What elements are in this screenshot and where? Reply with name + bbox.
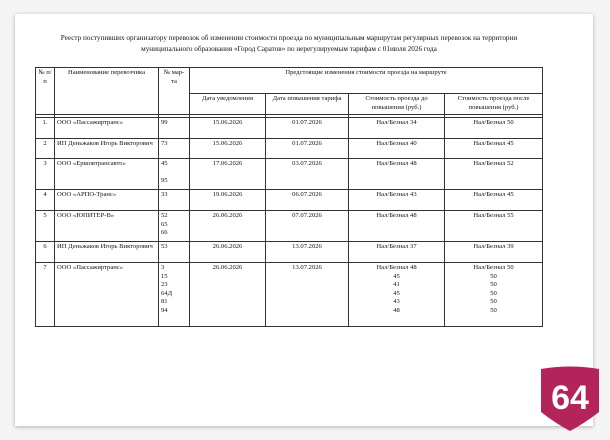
cell-num: 6: [36, 242, 55, 263]
cell-routes-line: 23: [161, 281, 168, 289]
cell-routes-line: [161, 169, 187, 178]
cell-cost-after-line: 50: [490, 281, 497, 289]
cell-carrier: ООО «АРПО-Транс»: [55, 190, 159, 211]
table-row: [36, 139, 543, 159]
cell-cost-after-line: Нал/Безнал 50: [473, 119, 514, 126]
cell-routes: [159, 118, 190, 139]
header-route: № мар-та: [159, 68, 190, 115]
cell-routes: [159, 190, 190, 211]
cell-routes-line: 66: [161, 229, 168, 237]
header-notice-date: Дата уведомления: [190, 94, 266, 115]
cell-notice-date: 26.06.2026: [190, 242, 266, 263]
cell-cost-after-line: 50: [490, 306, 497, 314]
cell-carrier: ООО «ЮПИТЕР-В»: [55, 211, 159, 242]
cell-notice-date: 17.06.2026: [190, 159, 266, 190]
table-row: [36, 190, 543, 211]
cell-routes: [159, 211, 190, 242]
cell-cost-before: [349, 190, 445, 211]
cell-carrier: ООО «Пассажиртранс»: [55, 263, 159, 327]
table-body: [36, 118, 543, 327]
cell-notice-date: 26.06.2026: [190, 263, 266, 327]
cell-carrier: ООО «Пассажиртранс»: [55, 118, 159, 139]
cell-cost-before-line: Нал/Безнал 48: [376, 212, 417, 219]
cell-num: 7: [36, 263, 55, 327]
cell-cost-before: [349, 263, 445, 327]
cell-notice-date: 26.06.2026: [190, 211, 266, 242]
cell-cost-before-line: 45: [393, 272, 400, 280]
cell-notice-date: 15.06.2026: [190, 118, 266, 139]
cell-cost-after: [445, 118, 543, 139]
cell-routes-line: 95: [161, 177, 168, 185]
cell-routes: [159, 139, 190, 159]
cell-routes-line: 15: [161, 272, 168, 280]
cell-routes: [159, 242, 190, 263]
cell-cost-before: [349, 118, 445, 139]
cell-cost-after: [445, 242, 543, 263]
cell-cost-after-line: 50: [490, 272, 497, 280]
badge-text: 64: [551, 379, 589, 417]
cell-cost-after: [445, 159, 543, 190]
cell-cost-before-line: Нал/Безнал 48: [376, 160, 417, 167]
table-row: [36, 211, 543, 242]
cell-num: 4: [36, 190, 55, 211]
cell-raise-date: 01.07.2026: [266, 139, 349, 159]
cell-routes-line: 45: [161, 160, 168, 167]
cell-routes-line: 64Д: [161, 289, 173, 297]
cell-cost-before: [349, 211, 445, 242]
cell-routes-line: 99: [161, 119, 168, 126]
cell-raise-date: 07.07.2026: [266, 211, 349, 242]
document-title: [20, 33, 558, 54]
cell-cost-after: [445, 211, 543, 242]
shield-badge-icon: [539, 366, 601, 432]
table-row: [36, 159, 543, 190]
title-line-1: Реестр поступивших организатору перевозок об изменении стоимости проезда по муниципальным маршрутам регулярных перевозок на территории: [60, 34, 518, 42]
cell-cost-after-line: Нал/Безнал 50: [473, 264, 514, 271]
cell-routes-line: 65: [161, 220, 168, 228]
cell-routes-line: 52: [161, 212, 168, 219]
cell-cost-after: [445, 263, 543, 327]
cell-cost-after-line: 50: [490, 289, 497, 297]
cell-cost-before-line: 48: [393, 306, 400, 314]
table-row: [36, 263, 543, 327]
cell-cost-before-line: Нал/Безнал 43: [376, 191, 417, 198]
region-64-logo: [539, 366, 601, 432]
cell-routes-line: 81: [161, 298, 168, 306]
cell-carrier: ООО «Ершовтрансавто»: [55, 159, 159, 190]
cell-cost-before-line: 43: [393, 298, 400, 306]
cell-raise-date: 06.07.2026: [266, 190, 349, 211]
header-cost-before: Стоимость проезда до повышения (руб.): [349, 94, 445, 115]
cell-carrier: ИП Деньжаков Игорь Викторович: [55, 242, 159, 263]
title-line-2: муниципального образования «Город Саратов» по нерегулируемым тарифам с 01июля 2026 года: [141, 44, 437, 53]
cell-cost-after-line: Нал/Безнал 45: [473, 140, 514, 147]
cell-cost-after-line: 50: [490, 298, 497, 306]
cell-cost-after: [445, 139, 543, 159]
cell-raise-date: 13.07.2026: [266, 263, 349, 327]
cell-cost-before-line: 45: [393, 289, 400, 297]
table-row: [36, 242, 543, 263]
cell-num: 5: [36, 211, 55, 242]
cell-routes-line: 73: [161, 140, 168, 147]
cell-raise-date: 03.07.2026: [266, 159, 349, 190]
cell-cost-before-line: Нал/Безнал 40: [376, 140, 417, 147]
cell-cost-after: [445, 190, 543, 211]
cell-cost-before-line: 41: [393, 281, 400, 289]
cell-num: 2: [36, 139, 55, 159]
cell-notice-date: 15.06.2026: [190, 139, 266, 159]
cell-raise-date: 01.07.2026: [266, 118, 349, 139]
cell-routes-line: 94: [161, 306, 168, 314]
header-changes: Предстоящие изменения стоимости проезда на маршруте: [190, 68, 543, 94]
cell-routes: [159, 263, 190, 327]
cell-notice-date: 19.06.2026: [190, 190, 266, 211]
cell-cost-before-line: Нал/Безнал 48: [376, 264, 417, 271]
cell-carrier: ИП Деньжаков Игорь Викторович: [55, 139, 159, 159]
header-cost-after: Стоимость проезда после повышения (руб.): [445, 94, 543, 115]
table-row: [36, 118, 543, 139]
cell-raise-date: 13.07.2026: [266, 242, 349, 263]
cell-routes-line: 3: [161, 264, 165, 271]
header-raise-date: Дата повышения тарифа: [266, 94, 349, 115]
cell-cost-before-line: Нал/Безнал 37: [376, 243, 417, 250]
cell-num: 3: [36, 159, 55, 190]
cell-cost-before: [349, 242, 445, 263]
cell-routes-line: 53: [161, 243, 168, 250]
header-carrier: Наименование перевозчика: [55, 68, 159, 115]
cell-cost-before: [349, 139, 445, 159]
cell-cost-before: [349, 159, 445, 190]
cell-cost-after-line: Нал/Безнал 45: [473, 191, 514, 198]
cell-num: 1.: [36, 118, 55, 139]
cell-cost-before-line: Нал/Безнал 34: [376, 119, 417, 126]
header-num: № п/п: [36, 68, 55, 115]
cell-routes: [159, 159, 190, 190]
cell-cost-after-line: Нал/Безнал 52: [473, 160, 514, 167]
cell-cost-after-line: Нал/Безнал 39: [473, 243, 514, 250]
cell-cost-after-line: Нал/Безнал 55: [473, 212, 514, 219]
carriers-table: [35, 67, 543, 327]
cell-routes-line: 33: [161, 191, 168, 198]
